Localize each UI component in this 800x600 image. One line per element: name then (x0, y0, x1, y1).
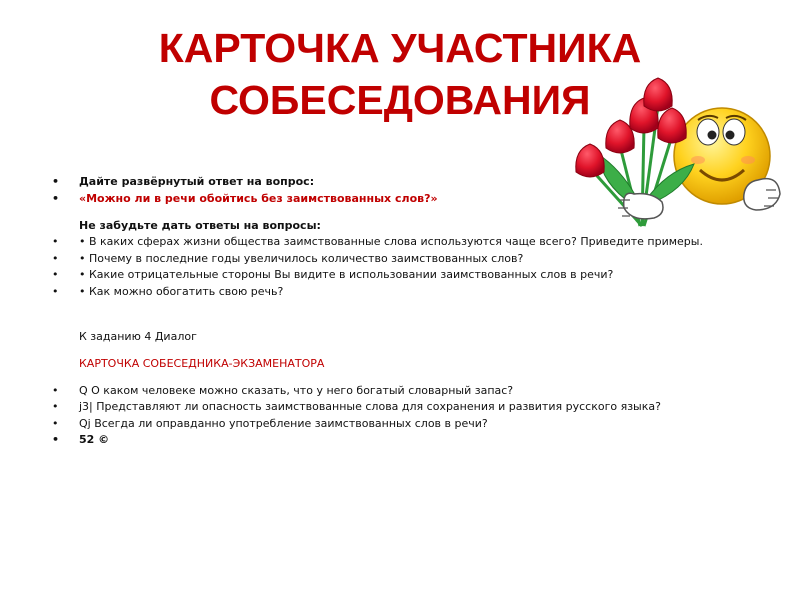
list-item: Не забудьте дать ответы на вопросы: (79, 218, 321, 232)
list-item: • • Почему в последние годы увеличилось количество заимствованных слов? (52, 251, 752, 266)
smiley-with-tulips-clipart (572, 76, 784, 234)
title-line-2: СОБЕСЕДОВАНИЯ (209, 77, 591, 123)
list-item: • 52 © (52, 432, 752, 447)
title-line-1: КАРТОЧКА УЧАСТНИКА (158, 25, 642, 71)
list-item: • Дайте развёрнутый ответ на вопрос: (52, 174, 752, 189)
list-item: • • В каких сферах жизни общества заимствованные слова используются чаще всего? Приведите примеры. (52, 234, 752, 249)
list-item: • • Как можно обогатить свою речь? (52, 284, 752, 299)
tulip-icon (658, 108, 686, 143)
list-item: • «Можно ли в речи обойтись без заимствованных слов?» (52, 191, 752, 206)
tulip-icon (644, 78, 672, 111)
list-item: • Qj Всегда ли оправданно употребление заимствованных слов в речи? (52, 416, 752, 431)
list-item: К заданию 4 Диалог (79, 329, 197, 343)
tulip-icon (576, 144, 604, 177)
list-item: • • Какие отрицательные стороны Вы видите в использовании заимствованных слов в речи? (52, 267, 752, 282)
list-item: КАРТОЧКА СОБЕСЕДНИКА-ЭКЗАМЕНАТОРА (79, 356, 325, 370)
list-item: • j3| Представляют ли опасность заимствованные слова для сохранения и развития русского языка? (52, 399, 752, 414)
list-item: • Q О каком человеке можно сказать, что у него богатый словарный запас? (52, 383, 752, 398)
